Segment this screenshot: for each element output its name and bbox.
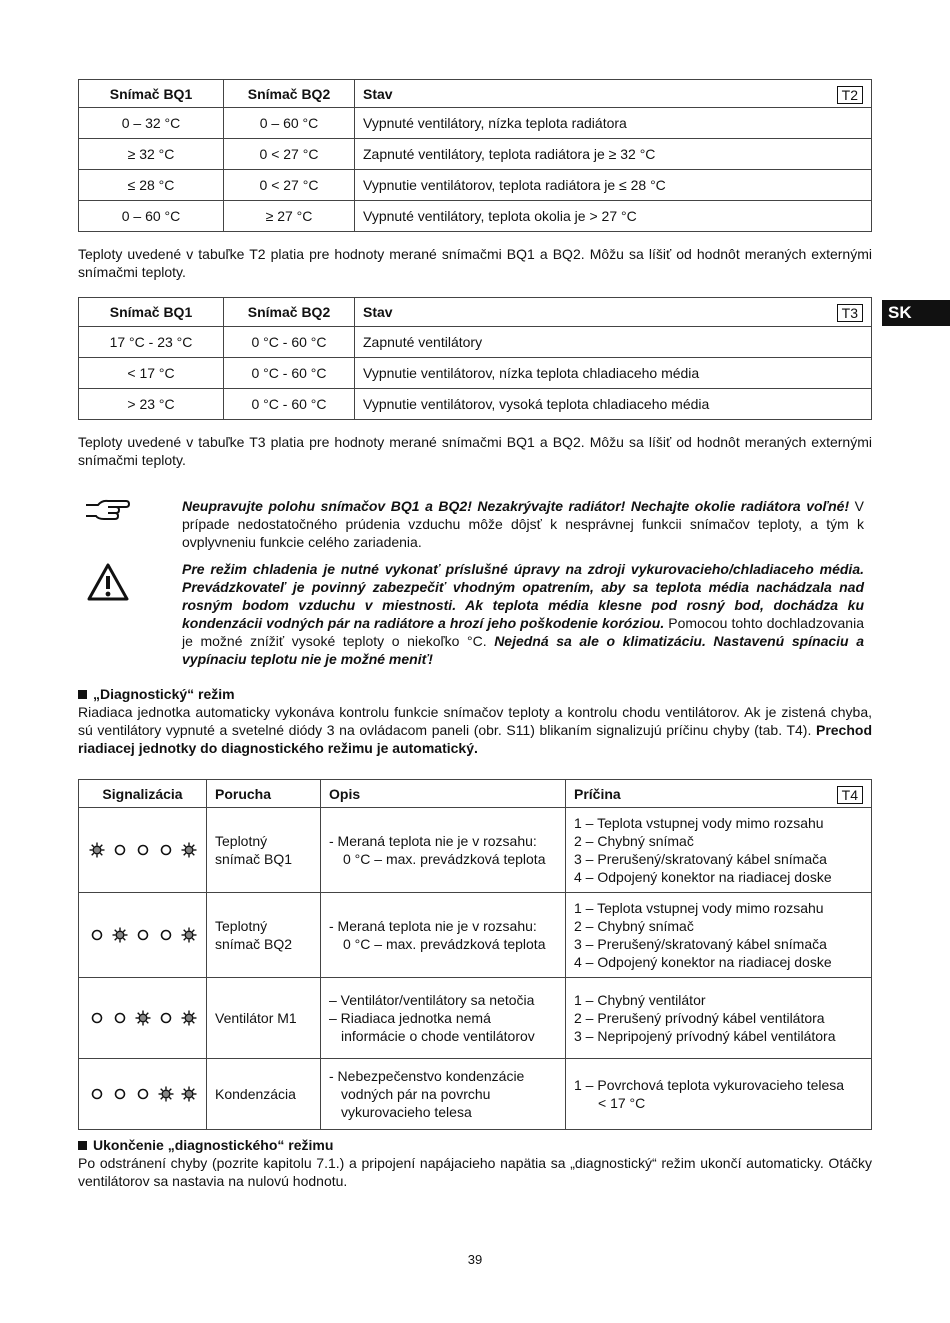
desc-cell: - Meraná teplota nie je v rozsahu: 0 °C – max. prevádzková teplota	[321, 893, 566, 978]
led-off-icon	[135, 842, 151, 858]
cell: < 17 °C	[79, 358, 224, 389]
cell: Vypnutie ventilátorov, nízka teplota chladiaceho média	[355, 358, 872, 389]
led-off-icon	[112, 842, 128, 858]
cell: 0 < 27 °C	[224, 170, 355, 201]
t2-header-state: Stav T2	[355, 80, 872, 108]
cell: Vypnuté ventilátory, teplota okolia je > 27 °C	[355, 201, 872, 232]
led-off-icon	[89, 927, 105, 943]
cell: 0 – 32 °C	[79, 108, 224, 139]
cell: Vypnutie ventilátorov, teplota radiátora je ≤ 28 °C	[355, 170, 872, 201]
notice-airflow-bold: Neupravujte polohu snímačov BQ1 a BQ2! Nezakrývajte radiátor! Nechajte okolie radiátora voľné!	[182, 498, 850, 514]
pointing-hand-icon	[84, 497, 130, 523]
cause-cell: 1 – Chybný ventilátor 2 – Prerušený prívodný kábel ventilátora 3 – Nepripojený prívodný kábel ventilátora	[566, 978, 872, 1059]
table-t3	[78, 297, 872, 420]
t2-header-bq2: Snímač BQ2	[224, 80, 355, 108]
diagnostic-heading: „Diagnostický“ režim	[78, 685, 235, 703]
cell: ≥ 32 °C	[79, 139, 224, 170]
signal-cell	[79, 893, 207, 978]
signal-cell	[79, 978, 207, 1059]
led-off-icon	[158, 927, 174, 943]
table-row	[79, 139, 872, 170]
diagnostic-text	[78, 703, 872, 757]
cause-cell: 1 – Povrchová teplota vykurovacieho telesa < 17 °C	[566, 1059, 872, 1130]
diagnostic-text-bold: Prechod riadiacej jednotky do diagnostického režimu je automatický.	[78, 722, 872, 756]
notice-cooling-text: Pomocou tohto dochladzovania je možné znížiť vysoké teploty o niekoľko °C.	[182, 615, 864, 649]
bullet-square-icon	[78, 690, 87, 699]
led-off-icon	[135, 1086, 151, 1102]
led-blinking-icon	[181, 842, 197, 858]
led-off-icon	[89, 1086, 105, 1102]
t4-header-signal: Signalizácia	[79, 780, 207, 808]
end-diagnostic-heading: Ukončenie „diagnostického“ režimu	[78, 1136, 333, 1154]
notice-cooling-bold: Pre režim chladenia je nutné vykonať príslušné úpravy na zdroji vykurovacieho/chladiaceho média. Prevádzkovateľ je povinný zabezpečiť vhodným opatrením, aby sa teplota média nachádzala nad rosným bodom vzduchu v miestnosti. Ak teplota média klesne pod rosný bod, dochádza ku kondenzácii vodných pár na radiátore a hrozí jeho poškodenie koróziou.	[182, 561, 864, 631]
led-blinking-icon	[181, 1010, 197, 1026]
fault-cell: Teplotný snímač BQ1	[207, 808, 321, 893]
t2-header-bq1: Snímač BQ1	[79, 80, 224, 108]
led-blinking-icon	[158, 1086, 174, 1102]
signal-cell	[79, 808, 207, 893]
led-blinking-icon	[112, 927, 128, 943]
cell: Zapnuté ventilátory	[355, 327, 872, 358]
notice-airflow	[182, 497, 864, 551]
t3-tag: T3	[837, 304, 863, 322]
notice-cooling	[182, 560, 864, 668]
fault-cell: Kondenzácia	[207, 1059, 321, 1130]
t4-header-desc: Opis	[321, 780, 566, 808]
led-blinking-icon	[181, 927, 197, 943]
table-row	[79, 1059, 872, 1130]
table-row	[79, 170, 872, 201]
notice-cooling-bold-end: Nejedná sa ale o klimatizáciu. Nastavenú spínaciu a vypínaciu teplotu nie je možné meniť!	[182, 633, 864, 667]
desc-cell: - Meraná teplota nie je v rozsahu: 0 °C – max. prevádzková teplota	[321, 808, 566, 893]
led-off-icon	[89, 1010, 105, 1026]
cell: 0 – 60 °C	[79, 201, 224, 232]
cell: 17 °C - 23 °C	[79, 327, 224, 358]
led-blinking-icon	[89, 842, 105, 858]
cell: ≥ 27 °C	[224, 201, 355, 232]
table-row	[79, 201, 872, 232]
language-tab: SK	[882, 300, 950, 326]
led-off-icon	[158, 1010, 174, 1026]
cell: > 23 °C	[79, 389, 224, 420]
led-blinking-icon	[181, 1086, 197, 1102]
t4-header-fault: Porucha	[207, 780, 321, 808]
led-off-icon	[112, 1010, 128, 1026]
led-blinking-icon	[135, 1010, 151, 1026]
table-row	[79, 358, 872, 389]
desc-cell: – Ventilátor/ventilátory sa netočia – Riadiaca jednotka nemá informácie o chode ventilátorov	[321, 978, 566, 1059]
bullet-square-icon	[78, 1141, 87, 1150]
t3-header-bq1: Snímač BQ1	[79, 298, 224, 327]
t4-header-cause: Príčina T4	[566, 780, 872, 808]
cell: 0 °C - 60 °C	[224, 389, 355, 420]
desc-cell: - Nebezpečenstvo kondenzácie vodných pár na povrchu vykurovacieho telesa	[321, 1059, 566, 1130]
t2-note: Teploty uvedené v tabuľke T2 platia pre hodnoty merané snímačmi BQ1 a BQ2. Môžu sa líšiť od hodnôt meraných externými snímačmi teploty.	[78, 246, 872, 280]
page-number: 39	[467, 1252, 483, 1267]
table-row	[79, 108, 872, 139]
table-t2	[78, 79, 872, 232]
diagnostic-text-plain: Riadiaca jednotka automaticky vykonáva kontrolu funkcie snímačov teploty a kontrolu chodu ventilátorov. Ak je zistená chyba, sú ventilátory vypnuté a svetelné diódy 3 na ovládacom paneli (obr. S11) blikaním signalizujú príčinu chyby (tab. T4).	[78, 704, 872, 738]
cell: 0 °C - 60 °C	[224, 358, 355, 389]
fault-cell: Teplotný snímač BQ2	[207, 893, 321, 978]
t3-header-state: Stav T3	[355, 298, 872, 327]
table-row	[79, 808, 872, 893]
cause-cell: 1 – Teplota vstupnej vody mimo rozsahu 2 – Chybný snímač 3 – Prerušený/skratovaný kábel snímača 4 – Odpojený konektor na riadiacej doske	[566, 808, 872, 893]
table-row	[79, 978, 872, 1059]
cell: ≤ 28 °C	[79, 170, 224, 201]
t3-note: Teploty uvedené v tabuľke T3 platia pre hodnoty merané snímačmi BQ1 a BQ2. Môžu sa líšiť od hodnôt meraných externými snímačmi teploty.	[78, 434, 872, 468]
cell: Zapnuté ventilátory, teplota radiátora je ≥ 32 °C	[355, 139, 872, 170]
t2-tag: T2	[837, 86, 863, 104]
cell: 0 – 60 °C	[224, 108, 355, 139]
led-off-icon	[135, 927, 151, 943]
end-diagnostic-text: Po odstránení chyby (pozrite kapitolu 7.1.) a pripojení napájacieho napätia sa „diagnostický“ režim ukončí automaticky. Otáčky ventilátorov sa nastavia na nulovú hodnotu.	[78, 1155, 872, 1189]
led-off-icon	[112, 1086, 128, 1102]
table-row	[79, 389, 872, 420]
table-t4	[78, 779, 872, 1130]
t4-tag: T4	[837, 786, 863, 804]
cell: Vypnuté ventilátory, nízka teplota radiátora	[355, 108, 872, 139]
led-off-icon	[158, 842, 174, 858]
notice-airflow-text: V prípade nedostatočného prúdenia vzduchu môže dôjsť k nesprávnej funkcii snímačov teploty, a tým k ovplyvneniu funkcie celého zariadenia.	[182, 498, 864, 550]
signal-cell	[79, 1059, 207, 1130]
warning-triangle-icon	[86, 562, 130, 602]
cell: 0 °C - 60 °C	[224, 327, 355, 358]
cause-cell: 1 – Teplota vstupnej vody mimo rozsahu 2 – Chybný snímač 3 – Prerušený/skratovaný kábel snímača 4 – Odpojený konektor na riadiacej doske	[566, 893, 872, 978]
table-row	[79, 893, 872, 978]
cell: Vypnutie ventilátorov, vysoká teplota chladiaceho média	[355, 389, 872, 420]
fault-cell: Ventilátor M1	[207, 978, 321, 1059]
table-row	[79, 327, 872, 358]
cell: 0 < 27 °C	[224, 139, 355, 170]
t3-header-bq2: Snímač BQ2	[224, 298, 355, 327]
